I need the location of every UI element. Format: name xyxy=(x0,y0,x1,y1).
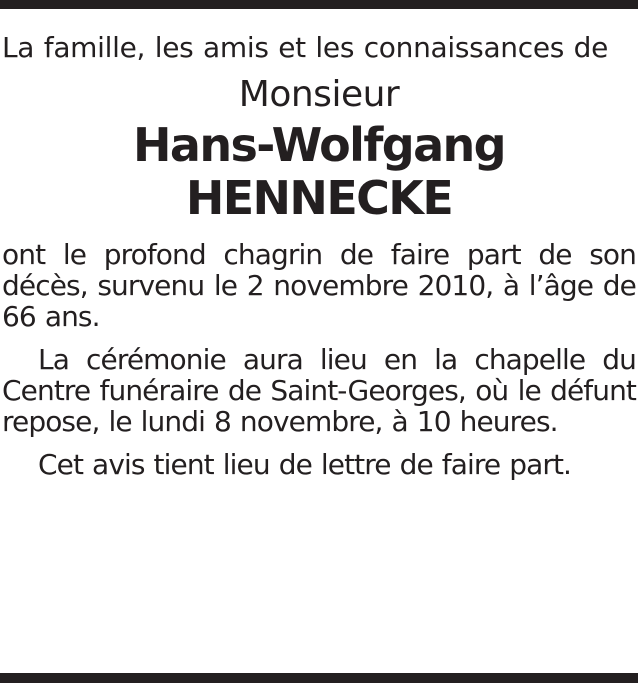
bottom-border-rule xyxy=(0,673,638,683)
deceased-first-name: Hans-Wolfgang xyxy=(132,118,506,172)
civility-title: Monsieur xyxy=(238,74,400,115)
closing-text: Cet avis tient lieu de lettre de faire part. xyxy=(38,448,572,481)
death-notice xyxy=(2,32,636,480)
opening-text: La famille, les amis et les connaissances de xyxy=(2,31,609,64)
deceased-last-name: HENNECKE xyxy=(185,171,453,225)
ceremony-text: La cérémonie aura lieu en la chapelle du Centre funéraire de Saint-Georges, où le défunt repose, le lundi 8 novembre, à 10 heures. xyxy=(2,343,636,438)
top-border-rule xyxy=(0,0,638,9)
announcement-text: ont le profond chagrin de faire part de son décès, survenu le 2 novembre 2010, à l’âge de 66 ans. xyxy=(2,238,636,333)
